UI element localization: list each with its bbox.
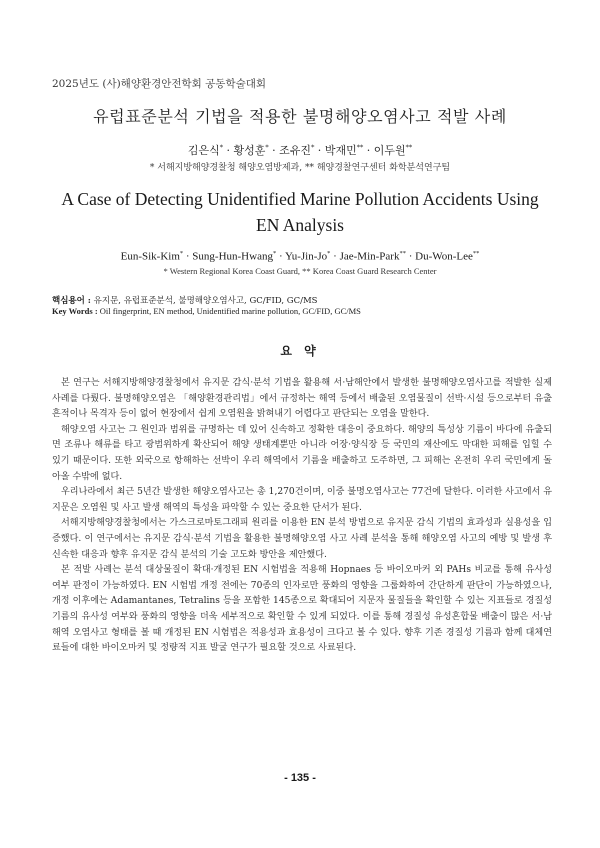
abstract-paragraph: 서해지방해양경찰청에서는 가스크로마토그래피 원리를 이용한 EN 분석 방법으로 유지문 감식 기법의 효과성과 실용성을 입증했다. 이 연구에서는 유지문 감식·분석 기법을 활용한 불명해양오염 사고 사례 분석을 통해 해양오염 사고의 예방 및 발생 후 신속한 대응과 향후 유지문 감식 분석의 기술 고도화 방안을 제안했다. [52, 518, 552, 560]
author-mark: * [179, 250, 184, 257]
author-separator: · [330, 250, 340, 263]
author-mark: * [311, 143, 315, 152]
keywords-text: Oil fingerprint, EN method, Unidentified marine pollution, GC/FID, GC/MS [97, 306, 361, 316]
page-number: - 135 - [284, 772, 316, 784]
author-list-korean [0, 142, 600, 158]
affiliation-english: * Western Regional Korea Coast Guard, ** Korea Coast Guard Research Center [163, 266, 437, 276]
author-mark: ** [399, 250, 406, 257]
author-name: Eun-Sik-Kim [120, 250, 180, 263]
author-separator: · [314, 144, 325, 157]
keywords-english [52, 306, 361, 316]
author-name: 조유진 [279, 144, 312, 157]
author-mark: * [219, 143, 224, 152]
author-name: Du-Won-Lee [415, 250, 473, 263]
author-mark: ** [356, 143, 364, 152]
author-name: Yu-Jin-Jo [284, 250, 328, 263]
abstract-paragraph: 우리나라에서 최근 5년간 발생한 해양오염사고는 총 1,270건이며, 이중 불명오염사고는 77건에 달한다. 이러한 사고에서 유지문은 오염원 및 사고 발생 해역의 특성을 파악할 수 있는 중요한 단서가 된다. [52, 487, 552, 513]
author-name: Jae-Min-Park [339, 250, 400, 263]
abstract-paragraph: 본 적발 사례는 분석 대상물질이 확대·개정된 EN 시험법을 적용해 Hopnaes 등 바이오마커 외 PAHs 비교를 통해 유사성 여부 판정이 가능하였다. EN 시험법 개정 전에는 70종의 인자로만 풍화의 영향을 그룹화하여 간단하게 판단이 가능하였으나, 개정 이후에는 Adamantanes, Tetralins 등을 포함한 145종으로 확대되어 지문자 물질들을 확인할 수 있는 지표들로 경질성 기름의 유사성 여부와 풍화의 영향을 더욱 세부적으로 확인할 수 있게 되었다. 이를 통해 경질성 유성혼합물 배출이 많은 서·남해역 오염사고 형태를 볼 때 개정된 EN 시험법은 적용성과 효용성이 크다고 볼 수 있다. 향후 기존 경질성 기름과 함께 대체연료들에 대한 바이오마커 및 정량적 지표 발굴 연구가 필요할 것으로 사료된다. [52, 565, 552, 654]
keywords-label: Key Words : [52, 306, 98, 316]
author-mark: * [327, 250, 331, 257]
paper-title-english: A Case of Detecting Unidentified Marine Pollution Accidents Using EN Analysis [61, 189, 539, 235]
keywords-text: 유지문, 유럽표준분석, 불명해양오염사고, GC/FID, GC/MS [90, 296, 318, 306]
author-name: 이두원 [373, 144, 406, 157]
author-name: 황성훈 [233, 144, 266, 157]
author-mark: ** [472, 250, 480, 257]
author-name: 박재민 [324, 144, 357, 157]
author-separator: · [405, 250, 416, 263]
abstract-paragraph: 본 연구는 서해지방해양경찰청에서 유지문 감식·분석 기법을 활용해 서·남해안에서 발생한 불명해양오염사고를 적발한 실제 사례를 다뤘다. 불명해양오염은 「해양환경관리법」에서 규정하는 해역 등에서 배출된 오염물질이 선박·시설 등으로부터 유출 흔적이나 목격자 등이 없어 현장에서 쉽게 오염원을 밝혀내기 어렵다고 판단되는 오염을 말한다. [52, 378, 552, 420]
author-name: 김은식 [187, 144, 220, 157]
author-separator: · [363, 144, 374, 157]
paper-title-korean: 유럽표준분석 기법을 적용한 불명해양오염사고 적발 사례 [93, 107, 507, 126]
author-name: Sung-Hun-Hwang [192, 250, 273, 263]
conference-header: 2025년도 (사)해양환경안전학회 공동학술대회 [52, 78, 267, 90]
keywords-label: 핵심용어 : [52, 296, 91, 306]
author-separator: · [268, 144, 280, 157]
keywords-korean [52, 294, 317, 306]
author-separator: · [223, 144, 234, 157]
abstract-body [52, 376, 552, 657]
author-mark: ** [405, 143, 413, 152]
author-separator: · [276, 250, 285, 263]
abstract-heading: 요 약 [280, 344, 320, 358]
author-mark: * [272, 250, 277, 257]
author-list-english [0, 250, 600, 263]
author-separator: · [183, 250, 193, 263]
affiliation-korean: * 서해지방해양경찰청 해양오염방제과, ** 해양경찰연구센터 화학분석연구팀 [149, 163, 451, 173]
abstract-paragraph: 해양오염 사고는 그 원인과 범위를 규명하는 데 있어 신속하고 정확한 대응이 중요하다. 해양의 특성상 기름이 바다에 유출되면 조류나 해류를 타고 광범위하게 확산되어 해양 생태계뿐만 아니라 어장·양식장 등 국민의 재산에도 막대한 피해를 입힐 수 있기 때문이다. 또한 외국으로 항해하는 선박이 우리 해역에서 기름을 배출하고 도주하면, 그 피해는 온전히 우리 국민에게 돌아올 수밖에 없다. [52, 424, 552, 482]
author-mark: * [265, 143, 269, 152]
